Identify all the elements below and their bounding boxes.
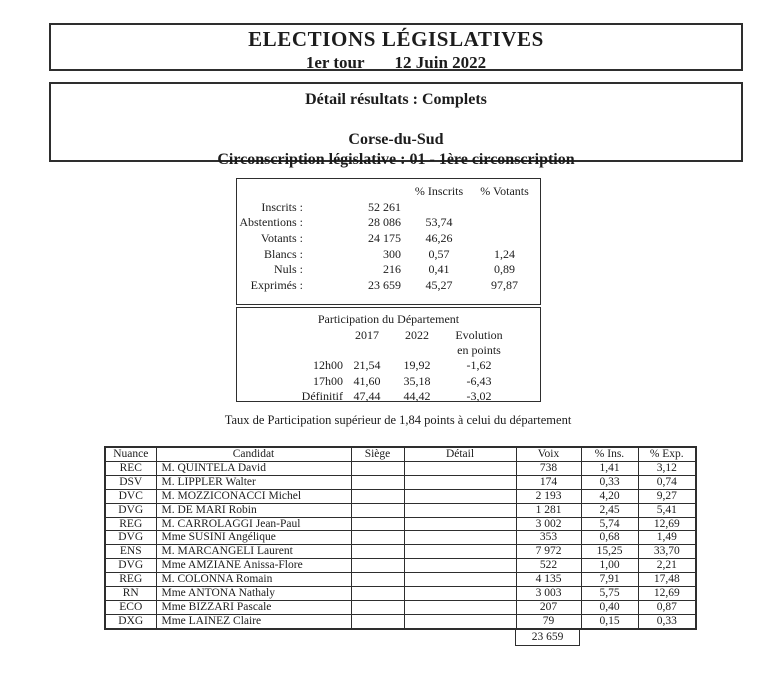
detail-cell — [404, 559, 516, 573]
detail-cell — [404, 503, 516, 517]
table-row — [105, 573, 696, 587]
pct-exp-cell: 9,27 — [638, 489, 696, 503]
stats-value: 52 261 — [368, 199, 401, 214]
pct-exp-cell: 17,48 — [638, 573, 696, 587]
stats-spacer — [303, 184, 401, 200]
voix-cell: 3 002 — [516, 517, 581, 531]
detail-cell — [404, 517, 516, 531]
col-header-detail: Détail — [404, 447, 516, 461]
siege-cell — [351, 600, 404, 614]
participation-spacer — [237, 328, 343, 343]
pct-exp-cell: 2,21 — [638, 559, 696, 573]
siege-cell — [351, 587, 404, 601]
participation-col-header: Evolution — [455, 328, 503, 342]
detail-cell — [404, 587, 516, 601]
candidate-cell: Mme BIZZARI Pascale — [156, 600, 351, 614]
title-box — [49, 23, 743, 71]
pct-ins-cell: 4,20 — [581, 489, 638, 503]
detail-cell — [404, 461, 516, 475]
participation-col-subheader: en points — [457, 343, 501, 358]
stats-pct-inscrits: 0,41 — [428, 262, 450, 277]
stats-pct-votants: 0,89 — [494, 262, 515, 277]
voix-cell: 522 — [516, 559, 581, 573]
voix-cell: 207 — [516, 600, 581, 614]
table-row — [105, 475, 696, 489]
date-label: 12 Juin 2022 — [394, 53, 487, 72]
siege-cell — [351, 545, 404, 559]
stats-value: 28 086 — [368, 215, 401, 230]
nuance-cell: ECO — [105, 600, 156, 614]
pct-ins-cell: 5,75 — [581, 587, 638, 601]
pct-ins-cell: 1,41 — [581, 461, 638, 475]
voix-cell: 2 193 — [516, 489, 581, 503]
candidate-cell: M. QUINTELA David — [156, 461, 351, 475]
stats-pct-votants — [477, 231, 532, 247]
stats-box — [236, 178, 541, 305]
table-row — [105, 489, 696, 503]
candidate-cell: M. MOZZICONACCI Michel — [156, 489, 351, 503]
stats-label: Blancs : — [264, 246, 303, 261]
table-row — [105, 461, 696, 475]
participation-row-label: Définitif — [301, 388, 343, 403]
nuance-cell: ENS — [105, 545, 156, 559]
participation-title: Participation du Département — [317, 312, 460, 326]
pct-exp-cell: 12,69 — [638, 517, 696, 531]
nuance-cell: DVG — [105, 531, 156, 545]
nuance-cell: REG — [105, 573, 156, 587]
pct-ins-cell: 7,91 — [581, 573, 638, 587]
results-detail-label: Détail résultats : Complets — [305, 91, 487, 108]
participation-table — [237, 328, 540, 404]
pct-ins-cell: 0,15 — [581, 614, 638, 628]
page-title: ELECTIONS LÉGISLATIVES — [248, 27, 544, 51]
nuance-cell: DVG — [105, 503, 156, 517]
table-row — [105, 587, 696, 601]
participation-row-label: 17h00 — [313, 373, 343, 388]
nuance-cell: DXG — [105, 614, 156, 628]
participation-2017-value: 47,44 — [353, 388, 381, 403]
table-row — [105, 600, 696, 614]
stats-value: 216 — [383, 262, 401, 277]
col-header-candidat: Candidat — [156, 447, 351, 461]
department-name: Corse-du-Sud — [348, 131, 444, 148]
pct-ins-cell: 0,33 — [581, 475, 638, 489]
candidate-cell: Mme AMZIANE Anissa-Flore — [156, 559, 351, 573]
detail-cell — [404, 545, 516, 559]
pct-ins-cell: 1,00 — [581, 559, 638, 573]
stats-table — [237, 179, 540, 294]
participation-spacer — [237, 343, 343, 358]
participation-2022-value: 19,92 — [403, 358, 431, 373]
siege-cell — [351, 559, 404, 573]
col-header-pct-exp: % Exp. — [638, 447, 696, 461]
col-header-pct-ins: % Ins. — [581, 447, 638, 461]
participation-col-header: 2017 — [355, 328, 379, 342]
stats-value: 23 659 — [368, 278, 401, 293]
candidate-cell: M. COLONNA Romain — [156, 573, 351, 587]
pct-exp-cell: 0,87 — [638, 600, 696, 614]
col-header-nuance: Nuance — [105, 447, 156, 461]
pct-ins-cell: 0,68 — [581, 531, 638, 545]
pct-exp-cell: 1,49 — [638, 531, 696, 545]
nuance-cell: DVG — [105, 559, 156, 573]
stats-label: Abstentions : — [239, 215, 303, 230]
siege-cell — [351, 461, 404, 475]
pct-ins-cell: 2,45 — [581, 503, 638, 517]
col-header-voix: Voix — [516, 447, 581, 461]
voix-cell: 3 003 — [516, 587, 581, 601]
stats-label: Nuls : — [273, 262, 303, 277]
voix-cell: 7 972 — [516, 545, 581, 559]
siege-cell — [351, 573, 404, 587]
table-row — [105, 614, 696, 628]
round-date-line — [51, 53, 741, 73]
stats-col-header: % Votants — [480, 184, 529, 198]
pct-ins-cell: 0,40 — [581, 600, 638, 614]
candidate-cell: M. LIPPLER Walter — [156, 475, 351, 489]
detail-cell — [404, 489, 516, 503]
participation-row-label: 12h00 — [313, 358, 343, 373]
pct-exp-cell: 12,69 — [638, 587, 696, 601]
nuance-cell: DVC — [105, 489, 156, 503]
table-row — [105, 545, 696, 559]
candidate-cell: M. CARROLAGGI Jean-Paul — [156, 517, 351, 531]
siege-cell — [351, 475, 404, 489]
results-header-row — [105, 447, 696, 461]
candidate-cell: Mme LAINEZ Claire — [156, 614, 351, 628]
participation-box — [236, 307, 541, 402]
siege-cell — [351, 531, 404, 545]
candidate-cell: Mme ANTONA Nathaly — [156, 587, 351, 601]
stats-label: Exprimés : — [250, 278, 303, 293]
participation-2017-value: 41,60 — [353, 373, 381, 388]
results-table — [104, 446, 697, 630]
stats-pct-inscrits: 53,74 — [425, 215, 453, 230]
candidate-cell: Mme SUSINI Angélique — [156, 531, 351, 545]
total-voix-box: 23 659 — [515, 630, 580, 646]
pct-exp-cell: 3,12 — [638, 461, 696, 475]
table-row — [105, 503, 696, 517]
voix-cell: 174 — [516, 475, 581, 489]
voix-cell: 738 — [516, 461, 581, 475]
stats-value: 24 175 — [368, 231, 401, 246]
candidate-cell: M. MARCANGELI Laurent — [156, 545, 351, 559]
nuance-cell: RN — [105, 587, 156, 601]
stats-label: Votants : — [260, 231, 303, 246]
stats-pct-votants: 97,87 — [491, 278, 518, 293]
participation-evolution-value: -1,62 — [466, 358, 492, 373]
siege-cell — [351, 489, 404, 503]
detail-box — [49, 82, 743, 168]
stats-pct-inscrits — [401, 200, 477, 216]
circonscription-title: Circonscription législative : 01 - 1ère circonscription — [217, 151, 575, 168]
participation-evolution-value: -3,02 — [466, 388, 492, 403]
detail-cell — [404, 614, 516, 628]
participation-2022-value: 35,18 — [403, 373, 431, 388]
pct-exp-cell: 33,70 — [638, 545, 696, 559]
participation-note: Taux de Participation supérieur de 1,84 points à celui du département — [224, 413, 572, 427]
voix-cell: 353 — [516, 531, 581, 545]
stats-pct-inscrits: 46,26 — [425, 231, 453, 246]
pct-ins-cell: 5,74 — [581, 517, 638, 531]
stats-label: Inscrits : — [261, 199, 303, 214]
table-row — [105, 531, 696, 545]
voix-cell: 4 135 — [516, 573, 581, 587]
participation-spacer — [343, 343, 391, 358]
round-label: 1er tour — [305, 53, 365, 72]
nuance-cell: REG — [105, 517, 156, 531]
siege-cell — [351, 503, 404, 517]
candidate-cell: M. DE MARI Robin — [156, 503, 351, 517]
participation-col-header: 2022 — [405, 328, 429, 342]
detail-cell — [404, 475, 516, 489]
stats-col-header: % Inscrits — [414, 184, 464, 198]
detail-cell — [404, 600, 516, 614]
pct-exp-cell: 0,74 — [638, 475, 696, 489]
stats-pct-votants — [477, 215, 532, 231]
pct-exp-cell: 5,41 — [638, 503, 696, 517]
stats-value: 300 — [383, 246, 401, 261]
results-section — [104, 446, 695, 646]
pct-ins-cell: 15,25 — [581, 545, 638, 559]
siege-cell — [351, 517, 404, 531]
nuance-cell: DSV — [105, 475, 156, 489]
table-row — [105, 559, 696, 573]
stats-pct-votants — [477, 200, 532, 216]
participation-spacer — [391, 343, 443, 358]
participation-evolution-value: -6,43 — [466, 373, 492, 388]
detail-cell — [404, 531, 516, 545]
nuance-cell: REC — [105, 461, 156, 475]
col-header-siege: Siège — [351, 447, 404, 461]
siege-cell — [351, 614, 404, 628]
stats-pct-votants: 1,24 — [494, 246, 515, 261]
voix-cell: 79 — [516, 614, 581, 628]
stats-pct-inscrits: 0,57 — [428, 246, 450, 261]
stats-pct-inscrits: 45,27 — [425, 278, 453, 293]
table-row — [105, 517, 696, 531]
detail-cell — [404, 573, 516, 587]
participation-2022-value: 44,42 — [403, 388, 431, 403]
voix-cell: 1 281 — [516, 503, 581, 517]
pct-exp-cell: 0,33 — [638, 614, 696, 628]
participation-2017-value: 21,54 — [353, 358, 381, 373]
stats-spacer — [237, 184, 303, 200]
